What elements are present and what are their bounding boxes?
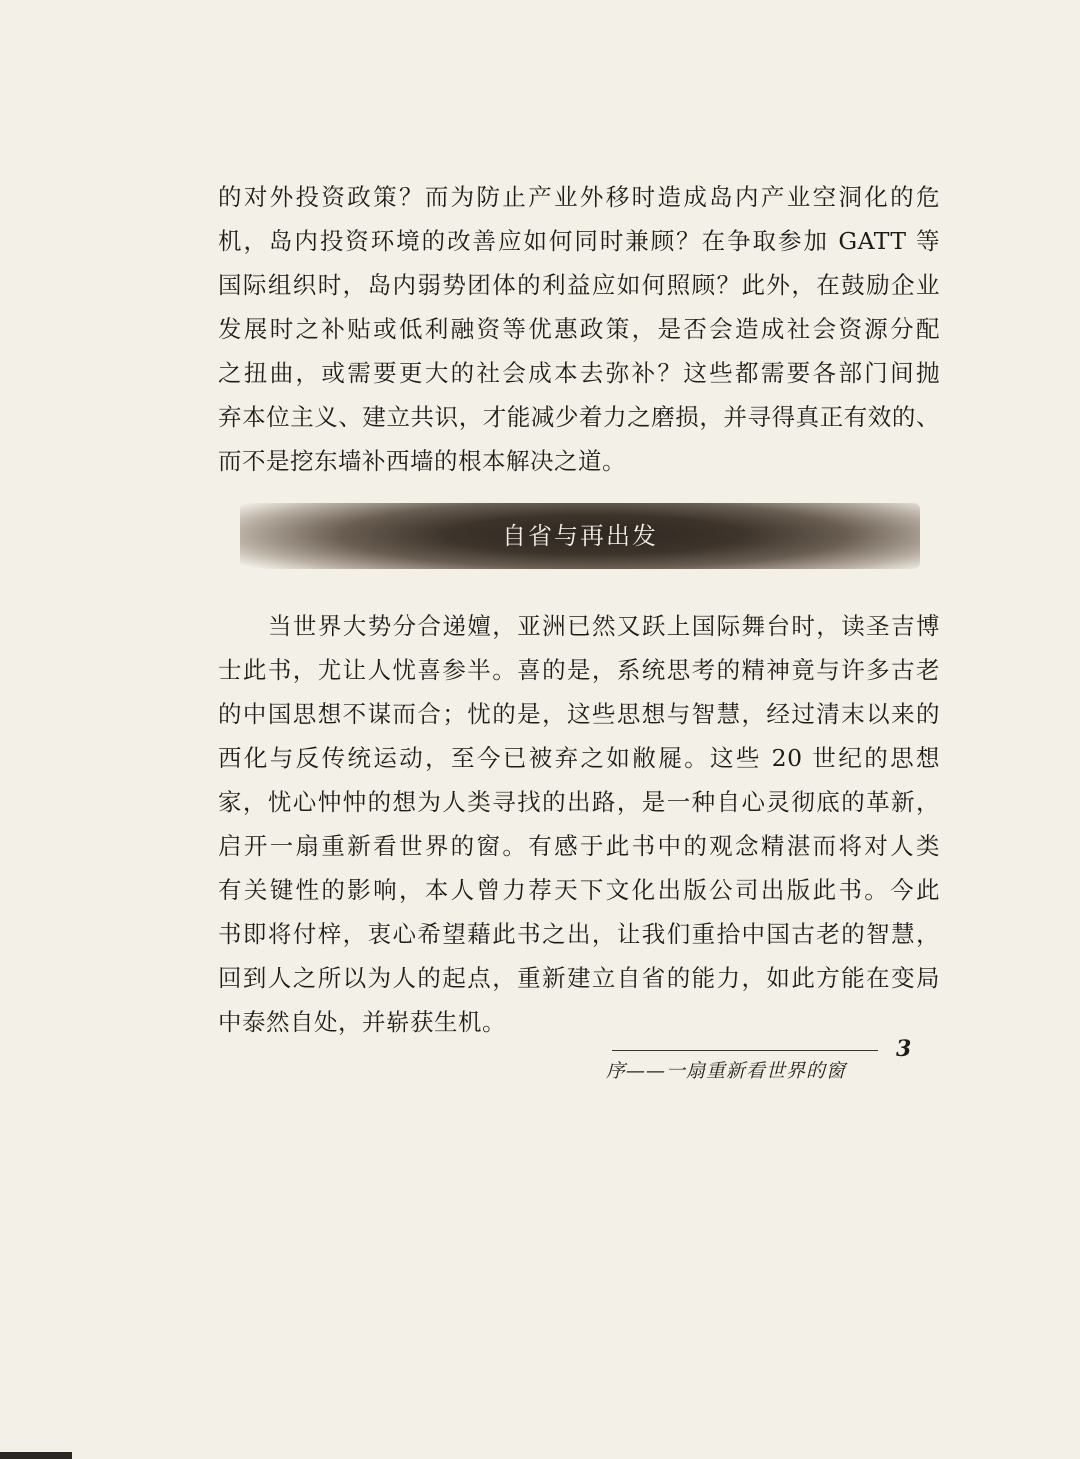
text-line: 书即将付梓，衷心希望藉此书之出，让我们重拾中国古老的智慧，	[218, 920, 940, 948]
text-line: 弃本位主义、建立共识，才能减少着力之磨损，并寻得真正有效的、	[218, 403, 940, 431]
text-line: 士此书，尤让人忧喜参半。喜的是，系统思考的精神竟与许多古老	[218, 656, 940, 684]
text-line: 机，岛内投资环境的改善应如何同时兼顾？在争取参加 GATT 等	[218, 227, 940, 255]
section-heading-banner	[240, 503, 920, 569]
running-footer-title: 序——一扇重新看世界的窗	[606, 1060, 847, 1082]
scan-edge-mark	[0, 1452, 72, 1459]
text-line: 之扭曲，或需要更大的社会成本去弥补？这些都需要各部门间抛	[218, 359, 940, 387]
text-line: 有关键性的影响，本人曾力荐天下文化出版公司出版此书。今此	[218, 876, 940, 904]
page-number: 3	[896, 1036, 912, 1062]
text-line: 的中国思想不谋而合；忧的是，这些思想与智慧，经过清末以来的	[218, 700, 940, 728]
footer-rule	[612, 1050, 878, 1051]
section-title: 自省与再出发	[502, 522, 658, 550]
paragraph-continued	[218, 175, 940, 483]
text-line: 国际组织时，岛内弱势团体的利益应如何照顾？此外，在鼓励企业	[218, 271, 940, 299]
text-line: 发展时之补贴或低利融资等优惠政策，是否会造成社会资源分配	[218, 315, 940, 343]
paragraph	[218, 604, 940, 1044]
text-line: 的对外投资政策？而为防止产业外移时造成岛内产业空洞化的危	[218, 183, 940, 211]
text-line: 而不是挖东墙补西墙的根本解决之道。	[218, 447, 626, 475]
text-line: 家，忧心忡忡的想为人类寻找的出路，是一种自心灵彻底的革新，	[218, 788, 940, 816]
text-line: 启开一扇重新看世界的窗。有感于此书中的观念精湛而将对人类	[218, 832, 940, 860]
text-line: 中泰然自处，并崭获生机。	[218, 1008, 506, 1036]
text-line: 当世界大势分合递嬗，亚洲已然又跃上国际舞台时，读圣吉博	[268, 612, 940, 640]
text-line: 回到人之所以为人的起点，重新建立自省的能力，如此方能在变局	[218, 964, 940, 992]
text-line: 西化与反传统运动，至今已被弃之如敝屣。这些 20 世纪的思想	[218, 744, 940, 772]
